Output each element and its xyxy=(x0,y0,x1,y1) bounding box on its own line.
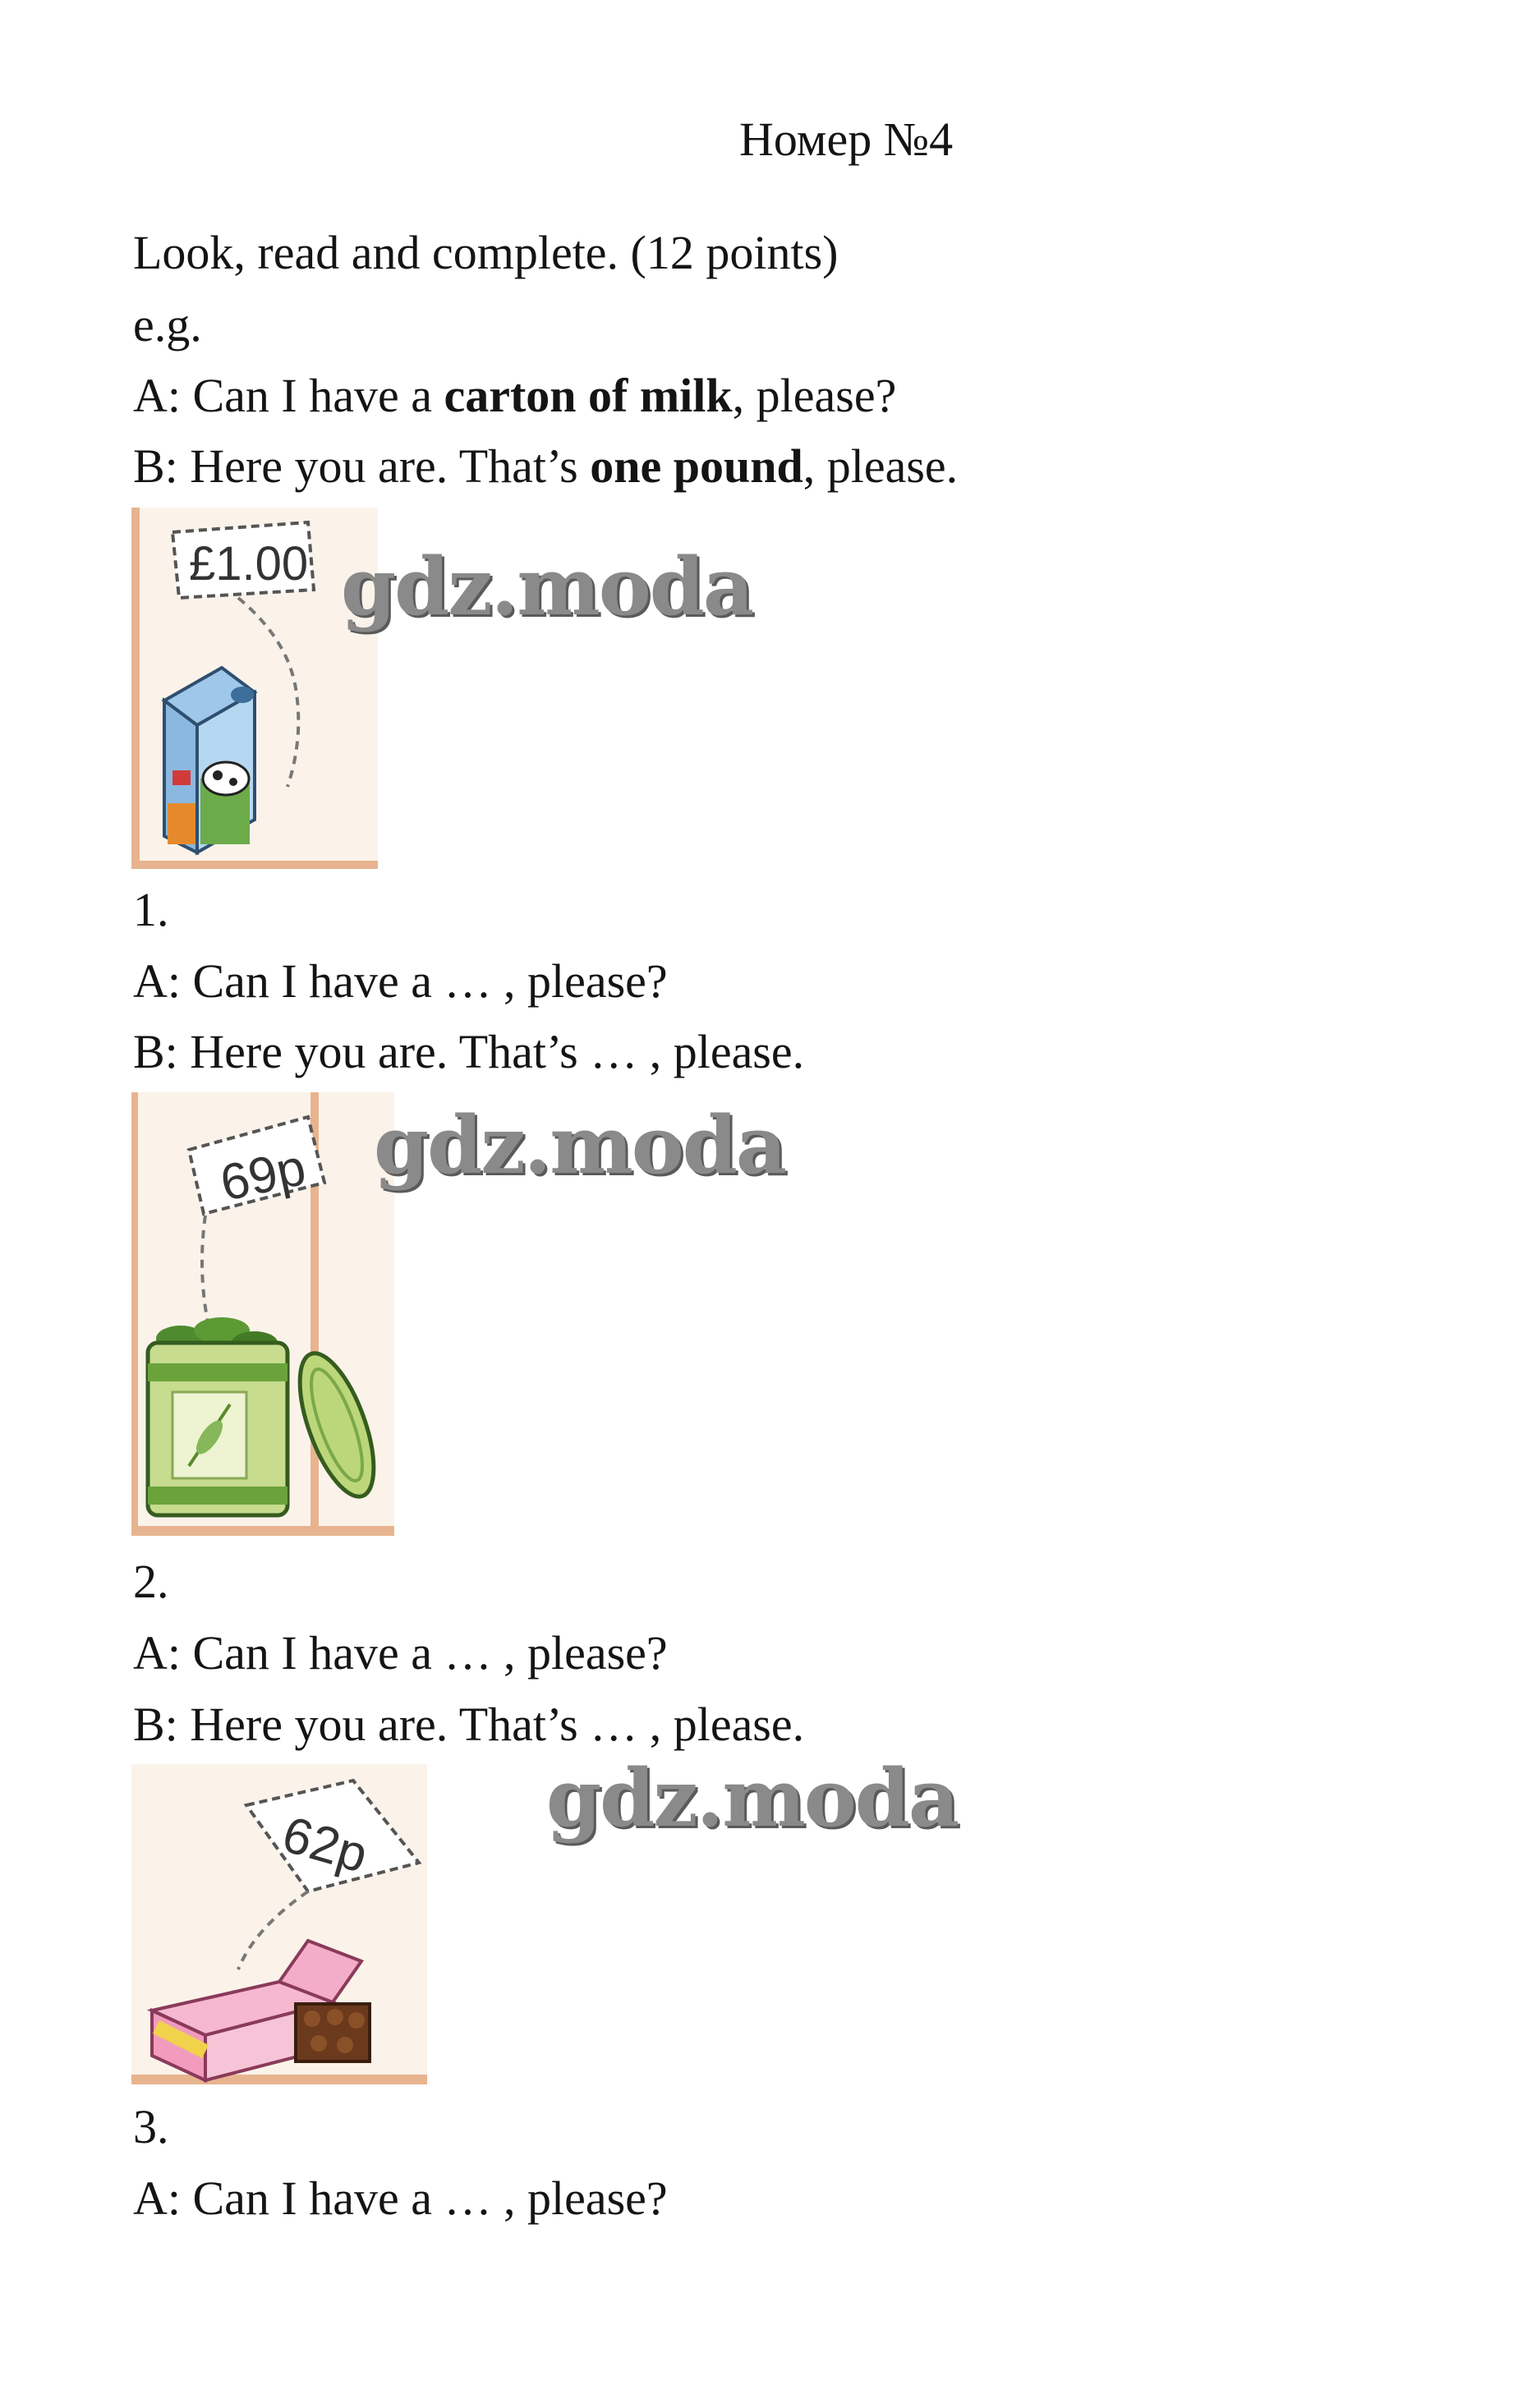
item-1-line-b: B: Here you are. That’s … , please. xyxy=(133,1025,805,1078)
item-2-line-b: B: Here you are. That’s … , please. xyxy=(133,1698,805,1751)
page-title: Номер №4 xyxy=(739,113,954,166)
price-tag-example xyxy=(172,522,314,598)
example-label: e.g. xyxy=(133,298,202,352)
chocolate-box-illustration xyxy=(131,1764,427,2084)
watermark: gdz.moda xyxy=(546,1752,959,1845)
price-tag-2-label: 62p xyxy=(276,1806,374,1884)
price-tag-example-label: £1.00 xyxy=(189,537,309,591)
example-a-prefix: A: Can I have a xyxy=(133,369,444,422)
item-3-line-a: A: Can I have a … , please? xyxy=(133,2171,668,2225)
item-2-line-a: A: Can I have a … , please? xyxy=(133,1626,668,1680)
example-b-suffix: , please. xyxy=(802,439,959,493)
example-line-b xyxy=(133,438,958,495)
watermark: gdz.moda xyxy=(341,540,753,633)
item-2-number: 2. xyxy=(133,1555,169,1608)
example-b-prefix: B: Here you are. That’s xyxy=(133,439,591,493)
item-1-line-a: A: Can I have a … , please? xyxy=(133,954,668,1008)
price-tag-1-label: 69p xyxy=(215,1138,311,1212)
instruction-text: Look, read and complete. (12 points) xyxy=(133,226,839,279)
item-3-number: 3. xyxy=(133,2100,169,2153)
tin-illustration xyxy=(131,1092,394,1536)
item-1-number: 1. xyxy=(133,883,169,936)
watermark: gdz.moda xyxy=(374,1099,786,1192)
example-a-bold: carton of milk xyxy=(444,369,733,422)
example-b-bold: one pound xyxy=(590,439,803,493)
example-line-a xyxy=(133,367,896,425)
example-a-suffix: , please? xyxy=(732,369,897,422)
